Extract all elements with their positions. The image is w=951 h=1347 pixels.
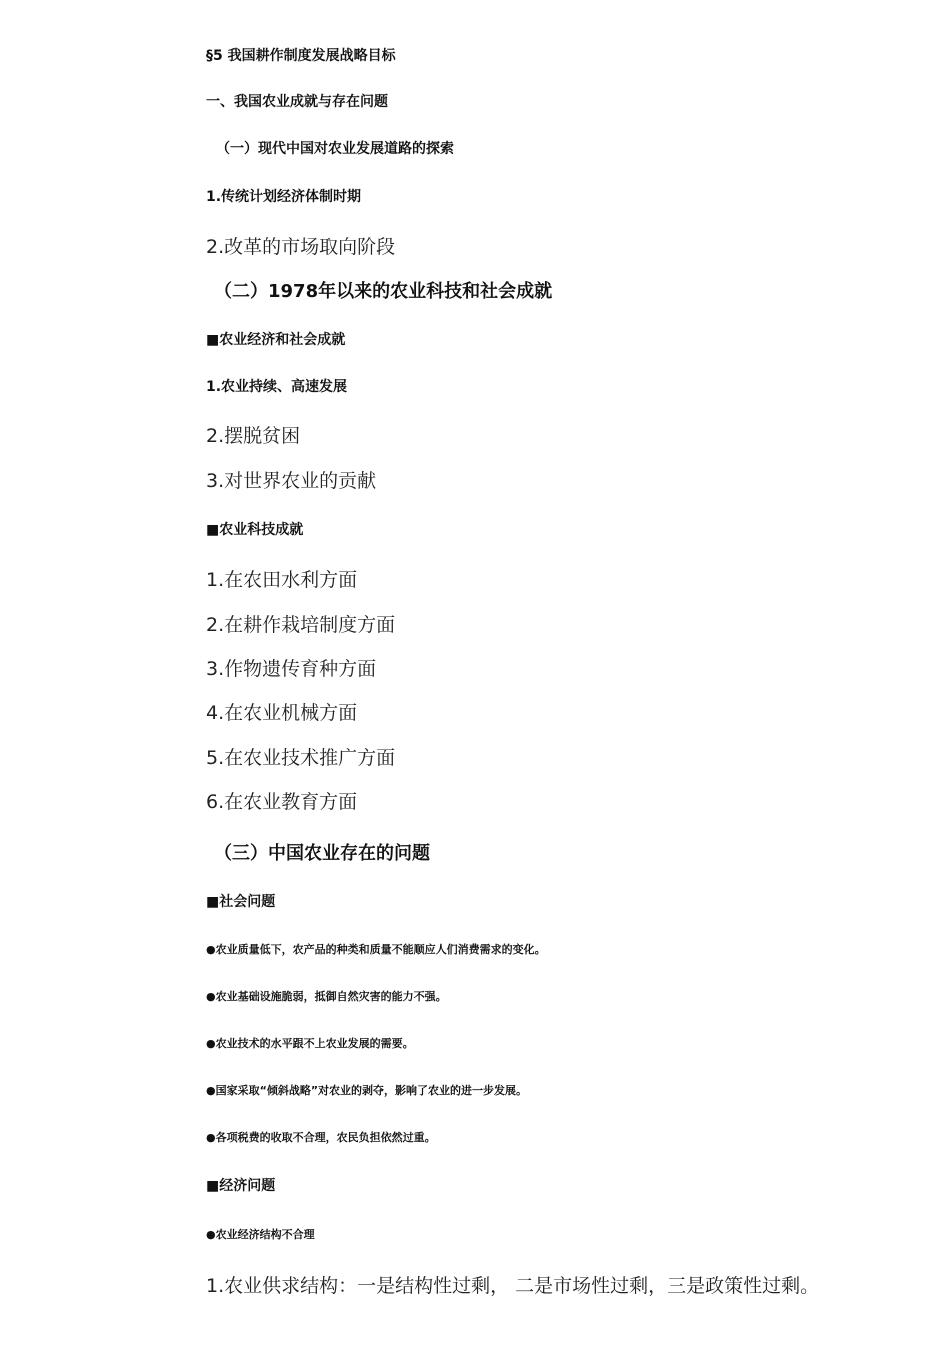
bullet-heading: ■社会问题	[206, 894, 276, 910]
list-item: 2.在耕作栽培制度方面	[206, 614, 396, 636]
list-item: ●农业基础设施脆弱，抵御自然灾害的能力不强。	[206, 990, 447, 1003]
subheading-problems: （三）中国农业存在的问题	[214, 843, 430, 864]
list-item: 1.传统计划经济体制时期	[206, 189, 362, 205]
list-item: 3.对世界农业的贡献	[206, 470, 377, 492]
section-title: §5 我国耕作制度发展战略目标	[206, 48, 396, 64]
list-item: 3.作物遗传育种方面	[206, 658, 377, 680]
list-item: 4.在农业机械方面	[206, 702, 358, 724]
list-item: ●国家采取“倾斜战略”对农业的剥夺，影响了农业的进一步发展。	[206, 1084, 528, 1097]
list-item: 2.摆脱贫困	[206, 425, 301, 447]
subheading-achievements: （二）1978年以来的农业科技和社会成就	[214, 281, 553, 302]
list-item: ●各项税费的收取不合理，农民负担依然过重。	[206, 1131, 436, 1144]
list-item: ●农业经济结构不合理	[206, 1228, 315, 1241]
subheading-exploration: （一）现代中国对农业发展道路的探索	[216, 141, 454, 157]
bullet-heading: ■农业科技成就	[206, 522, 304, 538]
list-item: 5.在农业技术推广方面	[206, 747, 396, 769]
list-item: 1.农业持续、高速发展	[206, 379, 348, 395]
list-item: 6.在农业教育方面	[206, 791, 358, 813]
list-item: ●农业技术的水平跟不上农业发展的需要。	[206, 1037, 414, 1050]
list-item: 2.改革的市场取向阶段	[206, 236, 396, 258]
bullet-heading: ■经济问题	[206, 1178, 276, 1194]
heading-level-1: 一、我国农业成就与存在问题	[206, 94, 388, 110]
list-item: 1.农业供求结构：一是结构性过剩， 二是市场性过剩，三是政策性过剩。	[206, 1275, 820, 1297]
bullet-heading: ■农业经济和社会成就	[206, 332, 346, 348]
list-item: ●农业质量低下，农产品的种类和质量不能顺应人们消费需求的变化。	[206, 943, 546, 956]
list-item: 1.在农田水利方面	[206, 569, 358, 591]
